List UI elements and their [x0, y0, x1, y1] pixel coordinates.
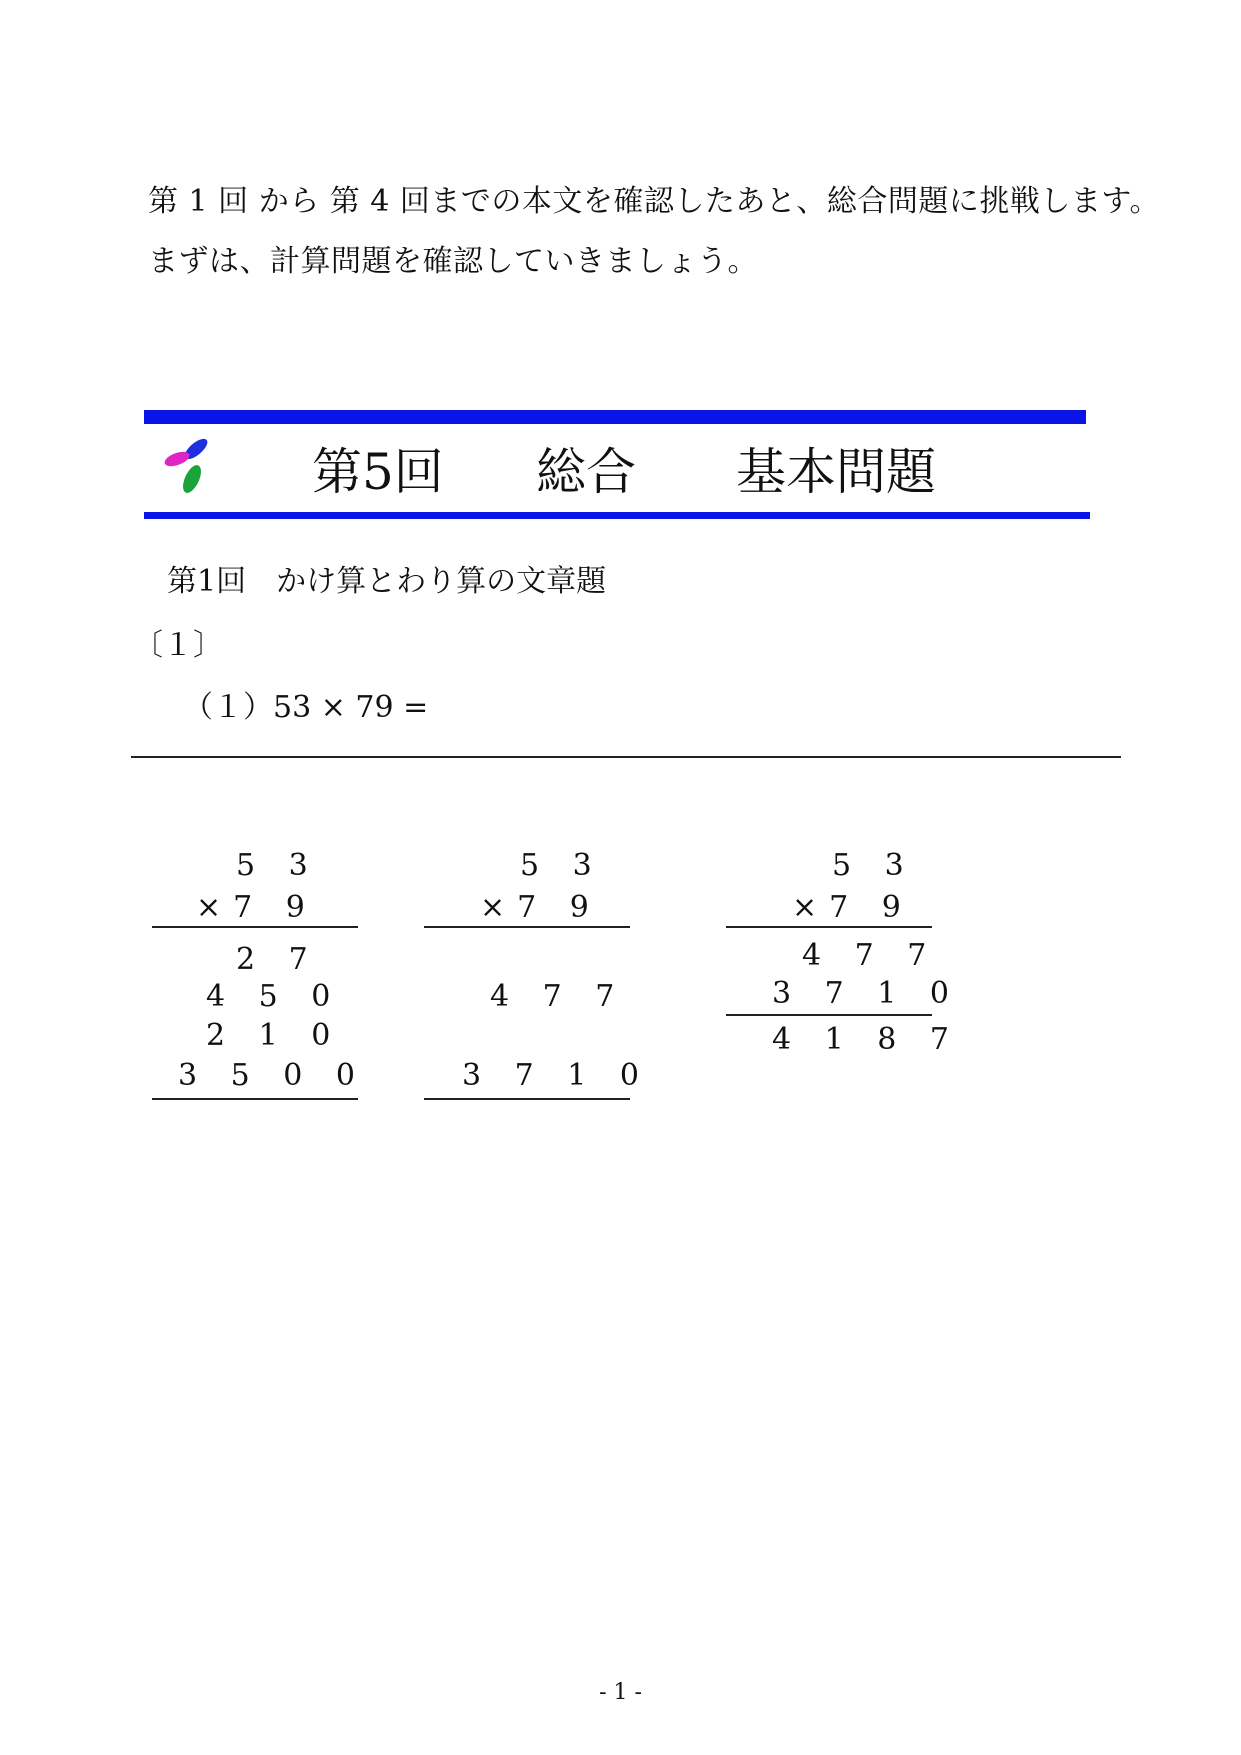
calc3-multiplicand: 5 3	[832, 848, 916, 883]
calc3-result: 4 1 8 7	[772, 1022, 961, 1057]
intro-line-2: まずは、計算問題を確認していきましょう。	[148, 244, 758, 279]
calc1-multiplicand: 5 3	[236, 848, 320, 883]
problem-statement: （１）53 × 79 =	[183, 690, 429, 725]
banner-title-comprehensive: 総合	[536, 443, 636, 501]
calc3-line	[726, 926, 932, 928]
calc3-partial: 3 7 1 0	[772, 976, 961, 1011]
calc2-partial: 4 7 7	[490, 979, 627, 1014]
banner-top-bar	[144, 410, 1086, 424]
calc1-line	[152, 926, 358, 928]
leaf-logo-icon	[160, 435, 220, 501]
intro-line-1: 第 1 回 から 第 4 回までの本文を確認したあと、総合問題に挑戦します。	[148, 184, 1160, 219]
calc3-multiplier: ×7 9	[792, 890, 913, 925]
calc2-partial: 3 7 1 0	[462, 1058, 651, 1093]
calc3-sum-line	[726, 1014, 932, 1016]
calc2-bottom-line	[424, 1098, 630, 1100]
calc1-partial: 4 5 0	[206, 979, 343, 1014]
banner-bottom-bar	[144, 512, 1090, 519]
calc1-multiplier: ×7 9	[196, 890, 317, 925]
calc3-partial: 4 7 7	[802, 938, 939, 973]
page-number: - 1 -	[599, 1680, 642, 1705]
calc1-partial: 2 7	[236, 942, 320, 977]
calc1-bottom-line	[152, 1098, 358, 1100]
calc2-line	[424, 926, 630, 928]
question-number: 〔１〕	[133, 628, 223, 663]
section-subtitle: 第1回 かけ算とわり算の文章題	[167, 564, 607, 599]
banner-title-lesson: 第5回	[312, 443, 444, 501]
banner-title-basic-problems: 基本問題	[736, 443, 936, 501]
calc2-multiplier: ×7 9	[480, 890, 601, 925]
calc2-multiplicand: 5 3	[520, 848, 604, 883]
separator-rule	[131, 756, 1121, 758]
calc1-partial: 3 5 0 0	[178, 1058, 367, 1093]
calc1-partial: 2 1 0	[206, 1018, 343, 1053]
